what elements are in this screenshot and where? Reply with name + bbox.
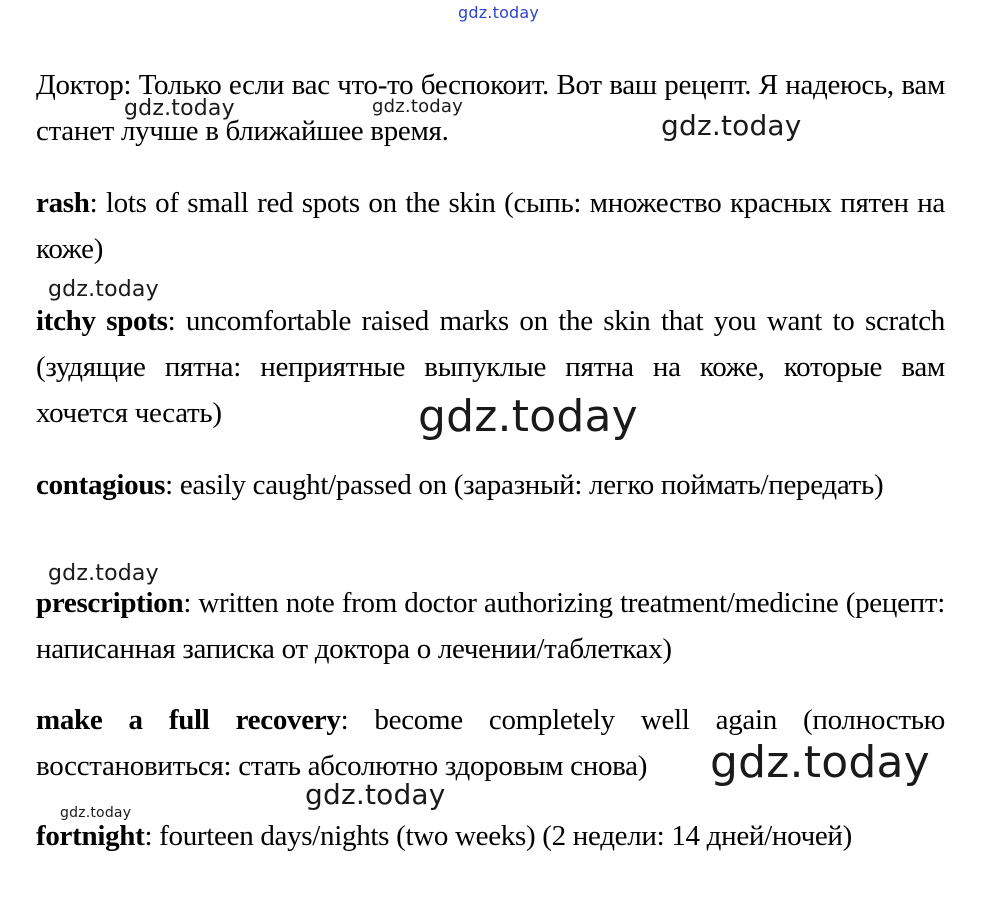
- term: contagious: [36, 469, 166, 501]
- doctor-paragraph: Доктор: Только если вас что-то беспокоит. Вот ваш рецепт. Я надеюсь, вам станет лучше в ближайшее время.: [36, 69, 945, 147]
- definition: : fourteen days/nights (two weeks) (2 недели: 14 дней/ночей): [144, 820, 853, 852]
- entry-contagious: [36, 462, 945, 508]
- definition: : become completely well again (полностью восстановиться: стать абсолютно здоровым снова): [36, 704, 945, 782]
- definition: : easily caught/passed on (заразный: легко поймать/передать): [165, 469, 884, 501]
- term: fortnight: [36, 820, 145, 852]
- watermark: gdz.today: [48, 277, 159, 302]
- watermark: gdz.today: [305, 778, 446, 811]
- definition: : lots of small red spots on the skin (сыпь: множество красных пятен на коже): [36, 187, 945, 265]
- entry-prescription: [36, 580, 945, 672]
- watermark: gdz.today: [710, 737, 930, 788]
- definition: : written note from doctor authorizing treatment/medicine (рецепт: написанная записка от доктора о лечении/таблетках): [36, 587, 945, 665]
- watermark: gdz.today: [60, 805, 132, 821]
- watermark: gdz.today: [372, 96, 464, 117]
- term: make a full recovery: [36, 704, 341, 736]
- watermark: gdz.today: [418, 391, 638, 442]
- entry-fortnight: [36, 813, 945, 859]
- entry-rash: [36, 180, 945, 272]
- entry-make-a-full-recovery: [36, 697, 945, 789]
- definition: : uncomfortable raised marks on the skin that you want to scratch (зудящие пятна: неприятные выпуклые пятна на коже, которые вам хочется чесать): [36, 305, 945, 429]
- watermark: gdz.today: [124, 96, 235, 121]
- term: itchy spots: [36, 305, 168, 337]
- watermark: gdz.today: [48, 561, 159, 586]
- watermark-top: gdz.today: [458, 3, 540, 22]
- watermark: gdz.today: [661, 109, 802, 142]
- term: rash: [36, 187, 90, 219]
- entry-itchy-spots: [36, 298, 945, 436]
- term: prescription: [36, 587, 184, 619]
